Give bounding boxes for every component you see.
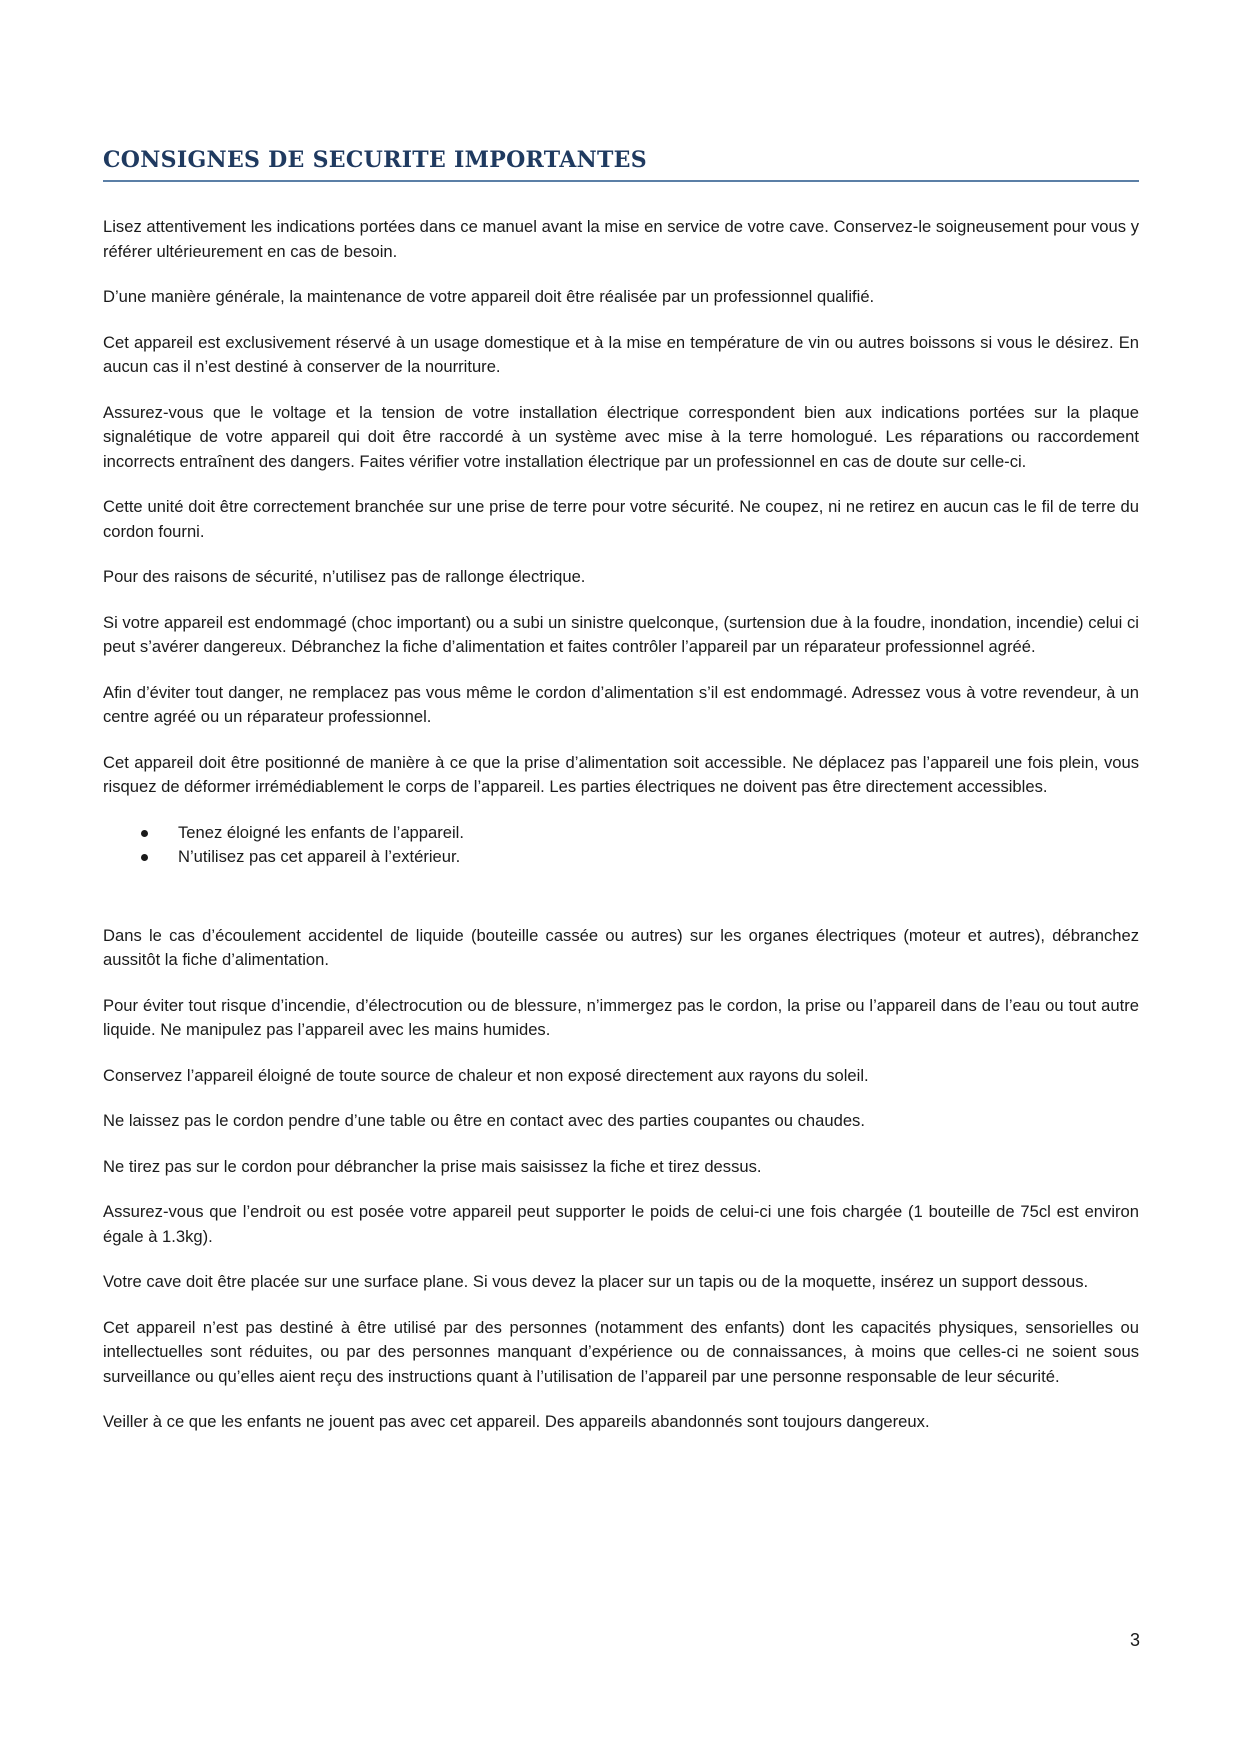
paragraph-power-cord: Afin d’éviter tout danger, ne remplacez pas vous même le cordon d’alimentation s’il est endommagé. Adressez vous à votre revendeur, à un centre agréé ou un réparateur professionnel. bbox=[103, 682, 1139, 726]
page-content bbox=[103, 146, 1139, 1456]
paragraph-unplugging: Ne tirez pas sur le cordon pour débrancher la prise mais saisissez la fiche et tirez dessus. bbox=[103, 1156, 762, 1176]
paragraph-damage: Si votre appareil est endommagé (choc important) ou a subi un sinistre quelconque, (surtension due à la foudre, inondation, incendie) celui ci peut s’avérer dangereux. Débranchez la fiche d’alimentation et faites contrôler l’appareil par un réparateur professionnel agréé. bbox=[103, 612, 1139, 656]
paragraph-flat-surface: Votre cave doit être placée sur une surface plane. Si vous devez la placer sur un tapis ou de la moquette, insérez un support dessous. bbox=[103, 1272, 1089, 1291]
safety-instructions bbox=[103, 215, 1139, 1435]
paragraph-extension-cord: Pour des raisons de sécurité, n’utilisez pas de rallonge électrique. bbox=[103, 567, 586, 586]
page-number: 3 bbox=[1129, 1630, 1140, 1650]
list-item bbox=[103, 845, 1139, 869]
paragraph-domestic-use: Cet appareil est exclusivement réservé à un usage domestique et à la mise en température de vin ou autres boissons si vous le désirez. En aucun cas il n’est destiné à conserver de la nourriture. bbox=[103, 332, 1139, 376]
bullet-icon bbox=[141, 830, 148, 837]
paragraph-liquid-spill: Dans le cas d’écoulement accidentel de liquide (bouteille cassée ou autres) sur les organes électriques (moteur et autres), débranchez aussitôt la fiche d’alimentation. bbox=[103, 925, 1139, 969]
paragraph-positioning: Cet appareil doit être positionné de manière à ce que la prise d’alimentation soit accessible. Ne déplacez pas l’appareil une fois plein, vous risquez de déformer irrémédiablement le corps de l’appareil. Les parties électriques ne doivent pas être directement accessibles. bbox=[103, 752, 1139, 796]
paragraph-earth: Cette unité doit être correctement branchée sur une prise de terre pour votre sécurité. Ne coupez, ni ne retirez en aucun cas le fil de terre du cordon fourni. bbox=[103, 497, 1139, 541]
bullet-list bbox=[103, 821, 1139, 869]
list-item-text: Tenez éloigné les enfants de l’appareil. bbox=[178, 822, 464, 842]
list-item-text: N’utilisez pas cet appareil à l’extérieur. bbox=[178, 846, 461, 866]
paragraph-read-manual: Lisez attentivement les indications portées dans ce manuel avant la mise en service de votre cave. Conservez-le soigneusement pour vous y référer ultérieurement en cas de besoin. bbox=[103, 217, 1139, 261]
bullet-icon bbox=[141, 854, 148, 861]
paragraph-voltage: Assurez-vous que le voltage et la tension de votre installation électrique correspondent bien aux indications portées sur la plaque signalétique de votre appareil qui doit être raccordé à un système avec mise à la terre homologué. Les réparations ou raccordement incorrects entraînent des dangers. Faites vérifier votre installation électrique par un professionnel en cas de doute sur celle-ci. bbox=[103, 402, 1139, 471]
paragraph-maintenance: D’une manière générale, la maintenance de votre appareil doit être réalisée par un professionnel qualifié. bbox=[103, 287, 875, 306]
paragraph-reduced-capacity: Cet appareil n’est pas destiné à être utilisé par des personnes (notamment des enfants) dont les capacités physiques, sensorielles ou intellectuelles sont réduites, ou par des personnes manquant d’expérience ou de connaissances, à moins que celles-ci ne soient sous surveillance ou qu’elles aient reçu des instructions quant à l’utilisation de l’appareil par une personne responsable de leur sécurité. bbox=[103, 1317, 1139, 1386]
paragraph-children: Veiller à ce que les enfants ne jouent pas avec cet appareil. Des appareils abandonnés sont toujours dangereux. bbox=[103, 1412, 930, 1431]
paragraph-heat-source: Conservez l’appareil éloigné de toute source de chaleur et non exposé directement aux rayons du soleil. bbox=[103, 1065, 869, 1085]
paragraph-immersion: Pour éviter tout risque d’incendie, d’électrocution ou de blessure, n’immergez pas le cordon, la prise ou l’appareil dans de l’eau ou tout autre liquide. Ne manipulez pas l’appareil avec les mains humides. bbox=[103, 995, 1139, 1039]
paragraph-floor-load: Assurez-vous que l’endroit ou est posée votre appareil peut supporter le poids de celui-ci une fois chargée (1 bouteille de 75cl est environ égale à 1.3kg). bbox=[103, 1202, 1139, 1246]
paragraph-cord-hanging: Ne laissez pas le cordon pendre d’une table ou être en contact avec des parties coupantes ou chaudes. bbox=[103, 1111, 865, 1130]
section-heading: CONSIGNES DE SECURITE IMPORTANTES bbox=[103, 146, 1139, 182]
list-item bbox=[103, 821, 1139, 845]
